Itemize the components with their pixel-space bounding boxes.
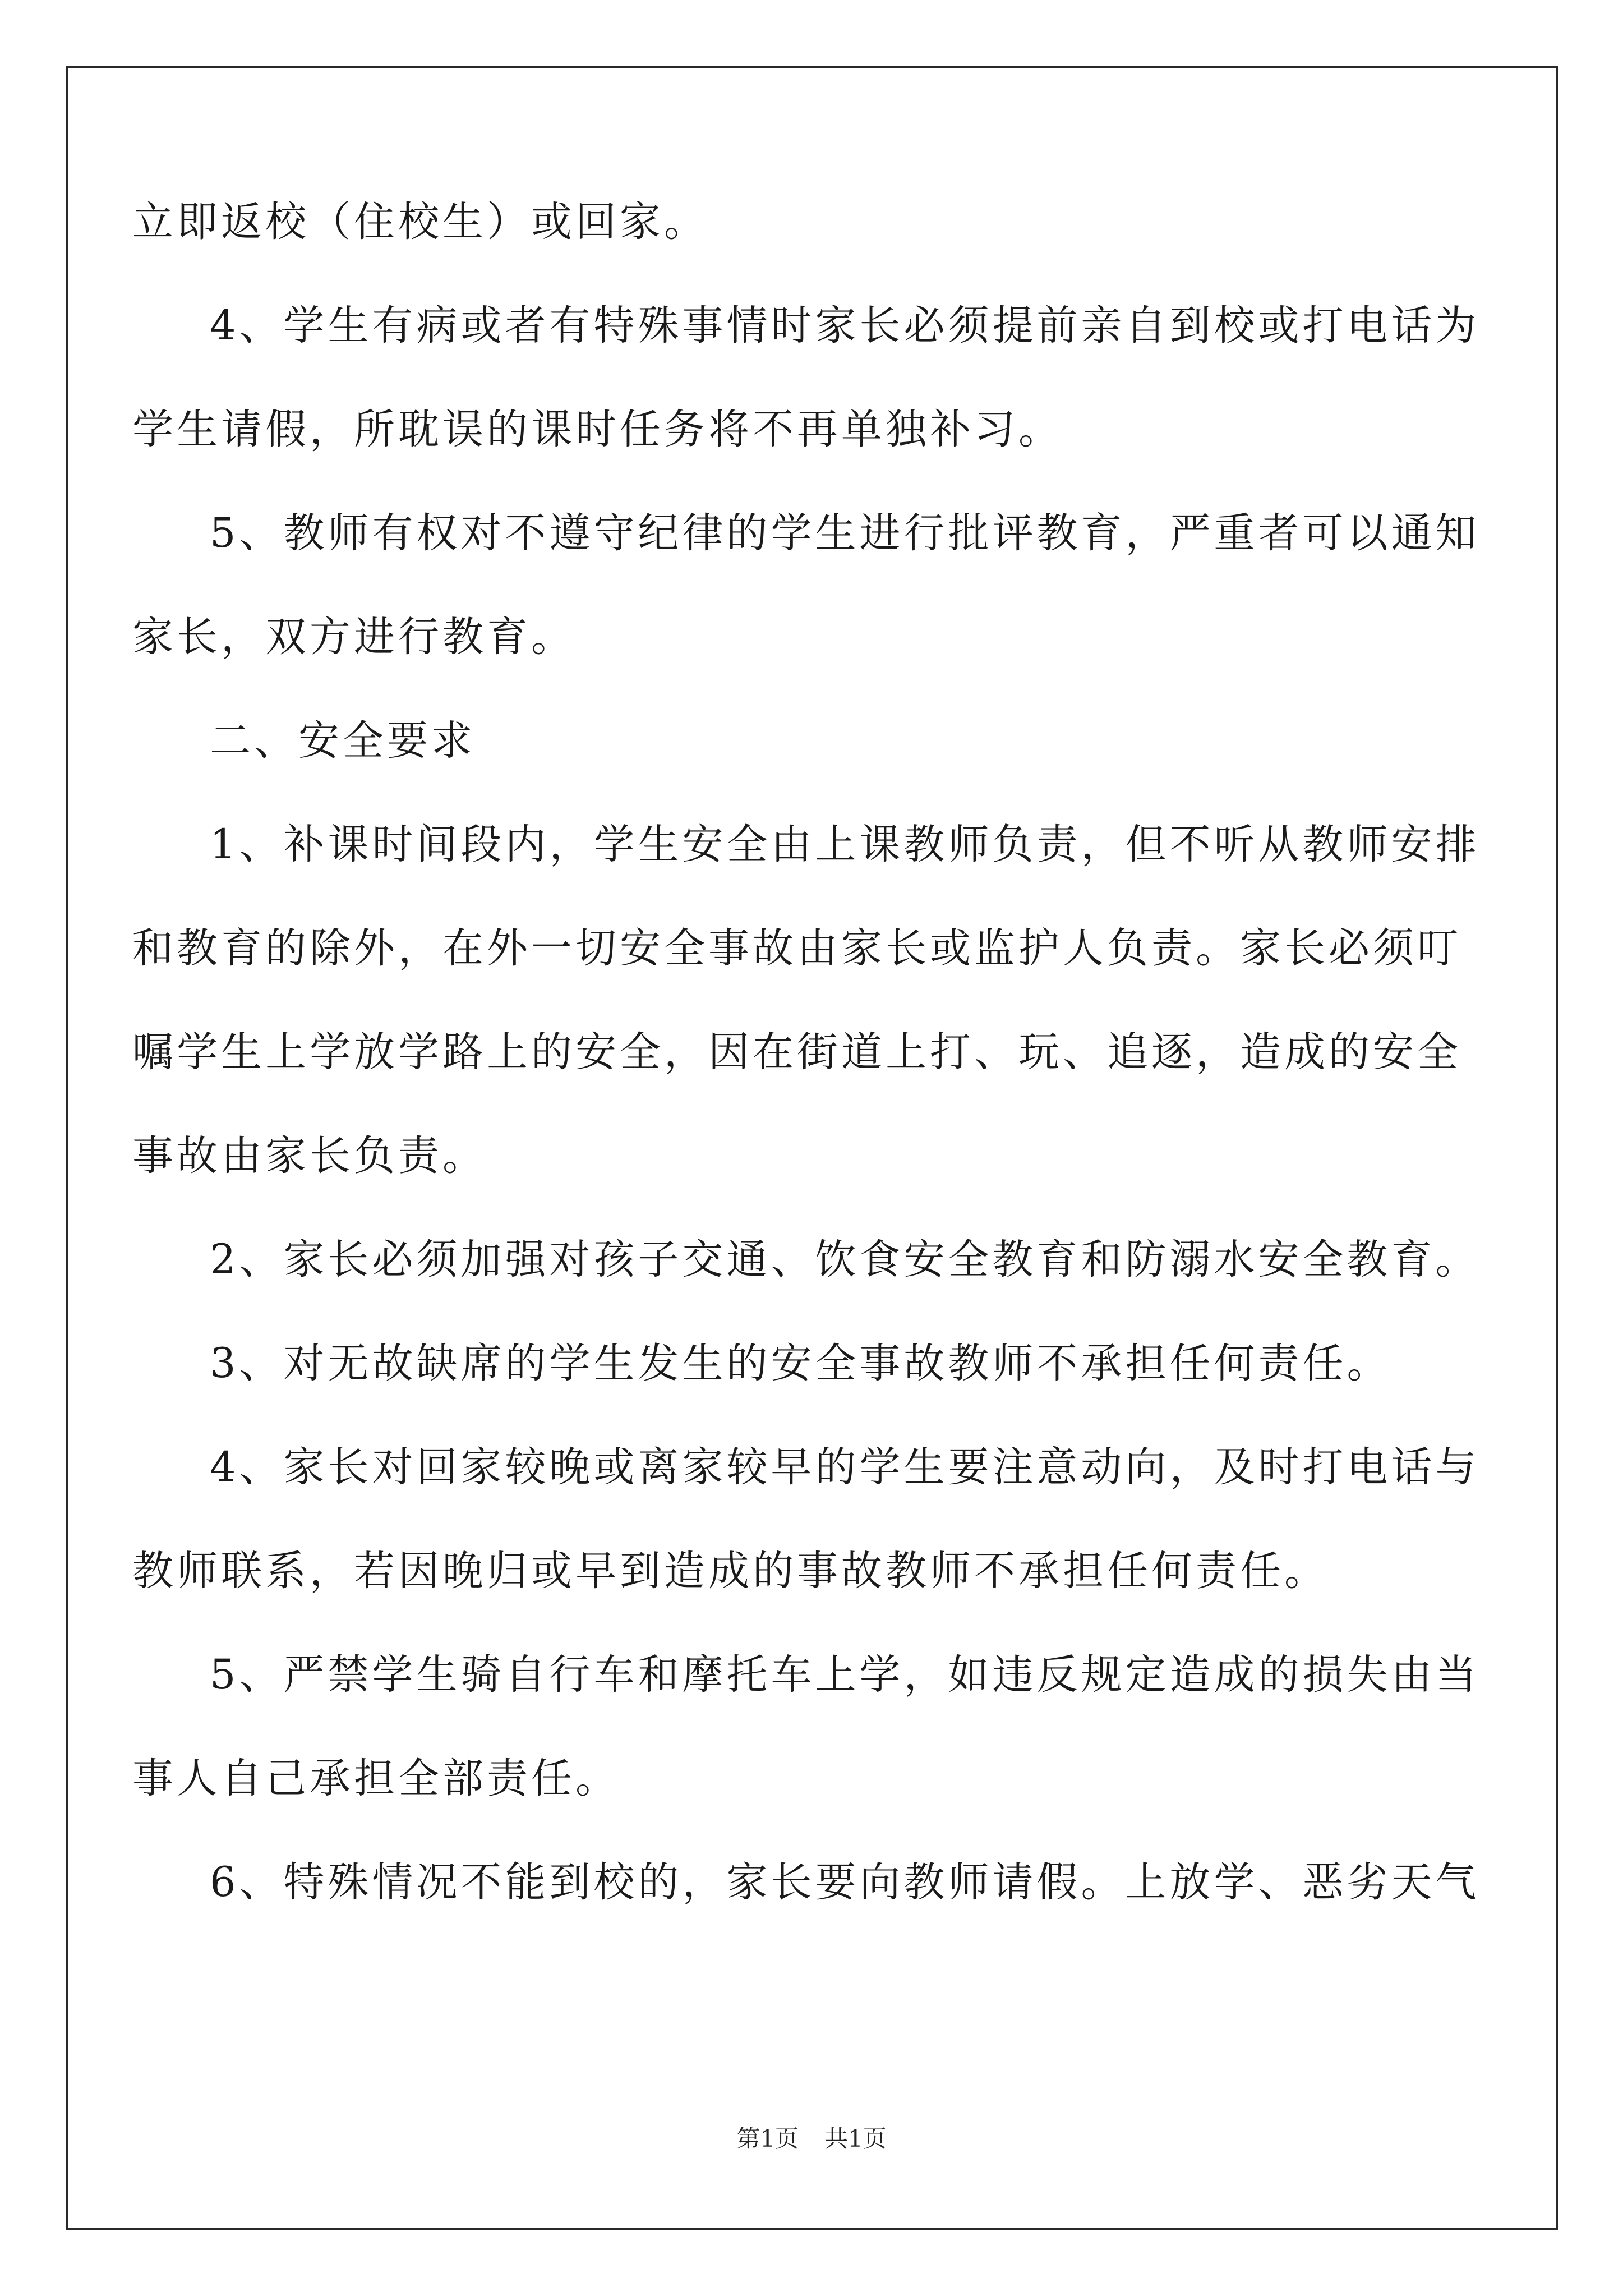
text-line: 和教育的除外，在外一切安全事故由家长或监护人负责。家长必须叮 [132, 924, 1461, 972]
text-line: 5、教师有权对不遵守纪律的学生进行批评教育，严重者可以通知 [210, 509, 1480, 557]
text-line: 教师联系，若因晚归或早到造成的事故教师不承担任何责任。 [132, 1547, 1329, 1595]
text-line: 6、特殊情况不能到校的，家长要向教师请假。上放学、恶劣天气 [210, 1858, 1480, 1906]
text-line: 立即返校（住校生）或回家。 [132, 198, 708, 246]
text-line: 学生请假，所耽误的课时任务将不再单独补习。 [132, 406, 1063, 453]
text-line: 2、家长必须加强对孩子交通、饮食安全教育和防溺水安全教育。 [210, 1236, 1480, 1283]
text-line: 嘱学生上学放学路上的安全，因在街道上打、玩、追逐，造成的安全 [132, 1028, 1461, 1076]
text-line: 3、对无故缺席的学生发生的安全事故教师不承担任何责任。 [210, 1340, 1391, 1387]
text-line: 事故由家长负责。 [132, 1132, 487, 1180]
page-footer [0, 2120, 1623, 2154]
text-line: 5、严禁学生骑自行车和摩托车上学，如违反规定造成的损失由当 [210, 1651, 1480, 1699]
text-line: 事人自己承担全部责任。 [132, 1755, 620, 1802]
text-line: 1、补课时间段内，学生安全由上课教师负责，但不听从教师安排 [210, 821, 1480, 868]
section-heading: 二、安全要求 [210, 717, 476, 765]
text-line: 家长，双方进行教育。 [132, 613, 575, 661]
page-number: 第1页 [736, 2125, 799, 2152]
text-line: 4、学生有病或者有特殊事情时家长必须提前亲自到校或打电话为 [210, 302, 1480, 349]
page-total: 共1页 [824, 2125, 887, 2152]
text-line: 4、家长对回家较晚或离家较早的学生要注意动向，及时打电话与 [210, 1443, 1480, 1491]
